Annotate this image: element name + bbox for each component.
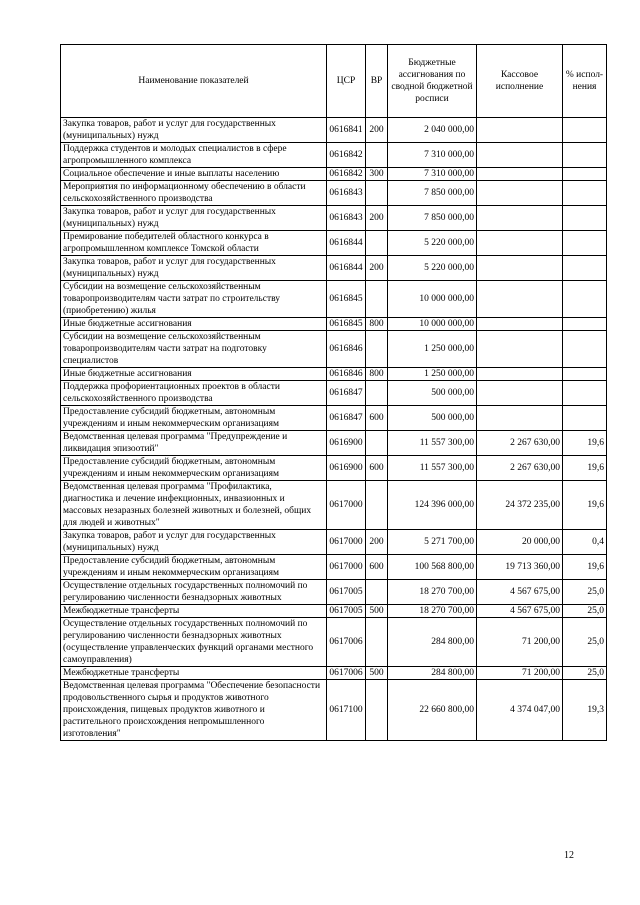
row-cash [477,181,563,206]
row-csr: 0616845 [327,281,366,318]
row-name: Ведомственная целевая программа "Предупреждение и ликвидация эпизоотий" [61,431,327,456]
row-budget: 18 270 700,00 [388,580,477,605]
row-csr: 0617005 [327,580,366,605]
table-row [61,331,607,368]
row-pct: 19,6 [563,555,607,580]
row-csr: 0616846 [327,368,366,381]
row-pct [563,143,607,168]
row-pct: 25,0 [563,667,607,680]
row-pct: 25,0 [563,618,607,667]
row-pct [563,256,607,281]
row-budget: 5 220 000,00 [388,231,477,256]
row-csr: 0616900 [327,456,366,481]
row-vr [366,580,388,605]
row-pct: 19,6 [563,481,607,530]
table-row [61,181,607,206]
row-pct: 19,6 [563,431,607,456]
row-cash [477,368,563,381]
header-pct: % испол-нения [563,45,607,118]
row-name: Предоставление субсидий бюджетным, автономным учреждениям и иным некоммерческим организациям [61,555,327,580]
row-name: Осуществление отдельных государственных полномочий по регулированию численности безнадзорных животных [61,580,327,605]
row-vr [366,181,388,206]
row-pct [563,206,607,231]
row-budget: 11 557 300,00 [388,456,477,481]
row-cash [477,281,563,318]
row-pct: 19,3 [563,680,607,741]
row-budget: 284 800,00 [388,667,477,680]
row-csr: 0616847 [327,381,366,406]
row-pct [563,118,607,143]
row-csr: 0617000 [327,481,366,530]
row-name: Иные бюджетные ассигнования [61,368,327,381]
row-vr: 200 [366,530,388,555]
row-name: Осуществление отдельных государственных полномочий по регулированию численности безнадзорных животных (осуществление управленческих функций органами местного самоуправления) [61,618,327,667]
row-cash [477,318,563,331]
row-cash [477,381,563,406]
row-name: Поддержка профориентационных проектов в области сельскохозяйственного производства [61,381,327,406]
row-cash [477,331,563,368]
row-budget: 1 250 000,00 [388,331,477,368]
row-pct [563,368,607,381]
row-csr: 0616900 [327,431,366,456]
row-csr: 0617005 [327,605,366,618]
row-name: Субсидии на возмещение сельскохозяйственным товаропроизводителям части затрат по строительству (приобретению) жилья [61,281,327,318]
row-csr: 0616845 [327,318,366,331]
row-cash [477,256,563,281]
table-row [61,206,607,231]
row-pct [563,331,607,368]
row-vr: 800 [366,318,388,331]
row-vr [366,618,388,667]
row-name: Мероприятия по информационному обеспечению в области сельскохозяйственного производства [61,181,327,206]
row-budget: 100 568 800,00 [388,555,477,580]
row-budget: 22 660 800,00 [388,680,477,741]
row-cash: 24 372 235,00 [477,481,563,530]
table-row [61,530,607,555]
table-header-row [61,45,607,118]
row-budget: 7 310 000,00 [388,143,477,168]
row-budget: 7 310 000,00 [388,168,477,181]
row-csr: 0616842 [327,143,366,168]
row-budget: 11 557 300,00 [388,431,477,456]
row-name: Предоставление субсидий бюджетным, автономным учреждениям и иным некоммерческим организациям [61,456,327,481]
table-row [61,368,607,381]
table-row [61,431,607,456]
row-cash [477,206,563,231]
budget-execution-table [60,44,607,741]
row-cash: 4 567 675,00 [477,580,563,605]
row-budget: 2 040 000,00 [388,118,477,143]
row-vr [366,680,388,741]
row-budget: 10 000 000,00 [388,318,477,331]
table-row [61,256,607,281]
table-row [61,318,607,331]
row-csr: 0616842 [327,168,366,181]
row-cash [477,231,563,256]
row-name: Социальное обеспечение и иные выплаты населению [61,168,327,181]
row-csr: 0617006 [327,667,366,680]
table-row [61,143,607,168]
header-csr: ЦСР [327,45,366,118]
row-name: Закупка товаров, работ и услуг для государственных (муниципальных) нужд [61,206,327,231]
row-pct [563,181,607,206]
row-vr: 800 [366,368,388,381]
row-csr: 0616846 [327,331,366,368]
row-pct [563,281,607,318]
table-row [61,231,607,256]
row-pct [563,168,607,181]
row-budget: 7 850 000,00 [388,181,477,206]
row-name: Иные бюджетные ассигнования [61,318,327,331]
header-cash: Кассовое исполнение [477,45,563,118]
row-csr: 0616844 [327,231,366,256]
row-pct [563,406,607,431]
row-vr [366,281,388,318]
row-name: Премирование победителей областного конкурса в агропромышленном комплексе Томской области [61,231,327,256]
row-vr: 200 [366,206,388,231]
table-row [61,680,607,741]
row-cash [477,118,563,143]
row-cash: 71 200,00 [477,667,563,680]
row-vr [366,331,388,368]
row-cash: 4 374 047,00 [477,680,563,741]
row-vr [366,231,388,256]
table-row [61,555,607,580]
row-cash [477,168,563,181]
row-budget: 1 250 000,00 [388,368,477,381]
row-name: Ведомственная целевая программа "Профилактика, диагностика и лечение инфекционных, инвазионных и массовых незаразных болезней животных и болезней, общих для людей и животных" [61,481,327,530]
row-budget: 500 000,00 [388,381,477,406]
table-row [61,381,607,406]
row-name: Закупка товаров, работ и услуг для государственных (муниципальных) нужд [61,118,327,143]
table-row [61,168,607,181]
row-budget: 18 270 700,00 [388,605,477,618]
row-csr: 0617000 [327,530,366,555]
row-pct: 19,6 [563,456,607,481]
row-budget: 10 000 000,00 [388,281,477,318]
row-name: Ведомственная целевая программа "Обеспечение безопасности продовольственного сырья и продуктов животного происхождения, пищевых продуктов животного и растительного происхождения непромышленного изготовления" [61,680,327,741]
row-pct [563,318,607,331]
row-vr [366,143,388,168]
page-number: 12 [564,850,574,861]
row-budget: 5 220 000,00 [388,256,477,281]
row-pct: 25,0 [563,605,607,618]
header-vr: ВР [366,45,388,118]
row-vr [366,381,388,406]
row-budget: 500 000,00 [388,406,477,431]
row-pct: 0,4 [563,530,607,555]
table-row [61,456,607,481]
header-budget: Бюджетные ассигнования по сводной бюджетной росписи [388,45,477,118]
row-vr: 600 [366,406,388,431]
table-row [61,481,607,530]
row-name: Предоставление субсидий бюджетным, автономным учреждениям и иным некоммерческим организациям [61,406,327,431]
header-name: Наименование показателей [61,45,327,118]
table-row [61,118,607,143]
row-vr: 500 [366,667,388,680]
table-row [61,406,607,431]
row-vr [366,481,388,530]
row-csr: 0616844 [327,256,366,281]
row-name: Поддержка студентов и молодых специалистов в сфере агропромышленного комплекса [61,143,327,168]
row-cash: 19 713 360,00 [477,555,563,580]
row-cash: 4 567 675,00 [477,605,563,618]
table-row [61,618,607,667]
row-csr: 0617100 [327,680,366,741]
row-name: Закупка товаров, работ и услуг для государственных (муниципальных) нужд [61,530,327,555]
row-name: Закупка товаров, работ и услуг для государственных (муниципальных) нужд [61,256,327,281]
row-cash [477,406,563,431]
row-vr: 300 [366,168,388,181]
row-pct [563,231,607,256]
row-pct [563,381,607,406]
row-vr: 600 [366,555,388,580]
row-csr: 0617006 [327,618,366,667]
row-name: Межбюджетные трансферты [61,667,327,680]
row-vr [366,431,388,456]
row-budget: 284 800,00 [388,618,477,667]
row-vr: 600 [366,456,388,481]
row-vr: 500 [366,605,388,618]
row-cash: 71 200,00 [477,618,563,667]
row-cash: 2 267 630,00 [477,431,563,456]
table-row [61,580,607,605]
table-row [61,667,607,680]
row-cash: 20 000,00 [477,530,563,555]
table-row [61,281,607,318]
row-vr: 200 [366,118,388,143]
row-csr: 0616843 [327,181,366,206]
row-budget: 5 271 700,00 [388,530,477,555]
row-vr: 200 [366,256,388,281]
row-name: Межбюджетные трансферты [61,605,327,618]
row-pct: 25,0 [563,580,607,605]
row-csr: 0617000 [327,555,366,580]
table-row [61,605,607,618]
row-cash [477,143,563,168]
row-name: Субсидии на возмещение сельскохозяйственным товаропроизводителям части затрат на подготовку специалистов [61,331,327,368]
row-budget: 7 850 000,00 [388,206,477,231]
table-body [61,118,607,741]
row-budget: 124 396 000,00 [388,481,477,530]
row-csr: 0616847 [327,406,366,431]
row-cash: 2 267 630,00 [477,456,563,481]
row-csr: 0616841 [327,118,366,143]
row-csr: 0616843 [327,206,366,231]
